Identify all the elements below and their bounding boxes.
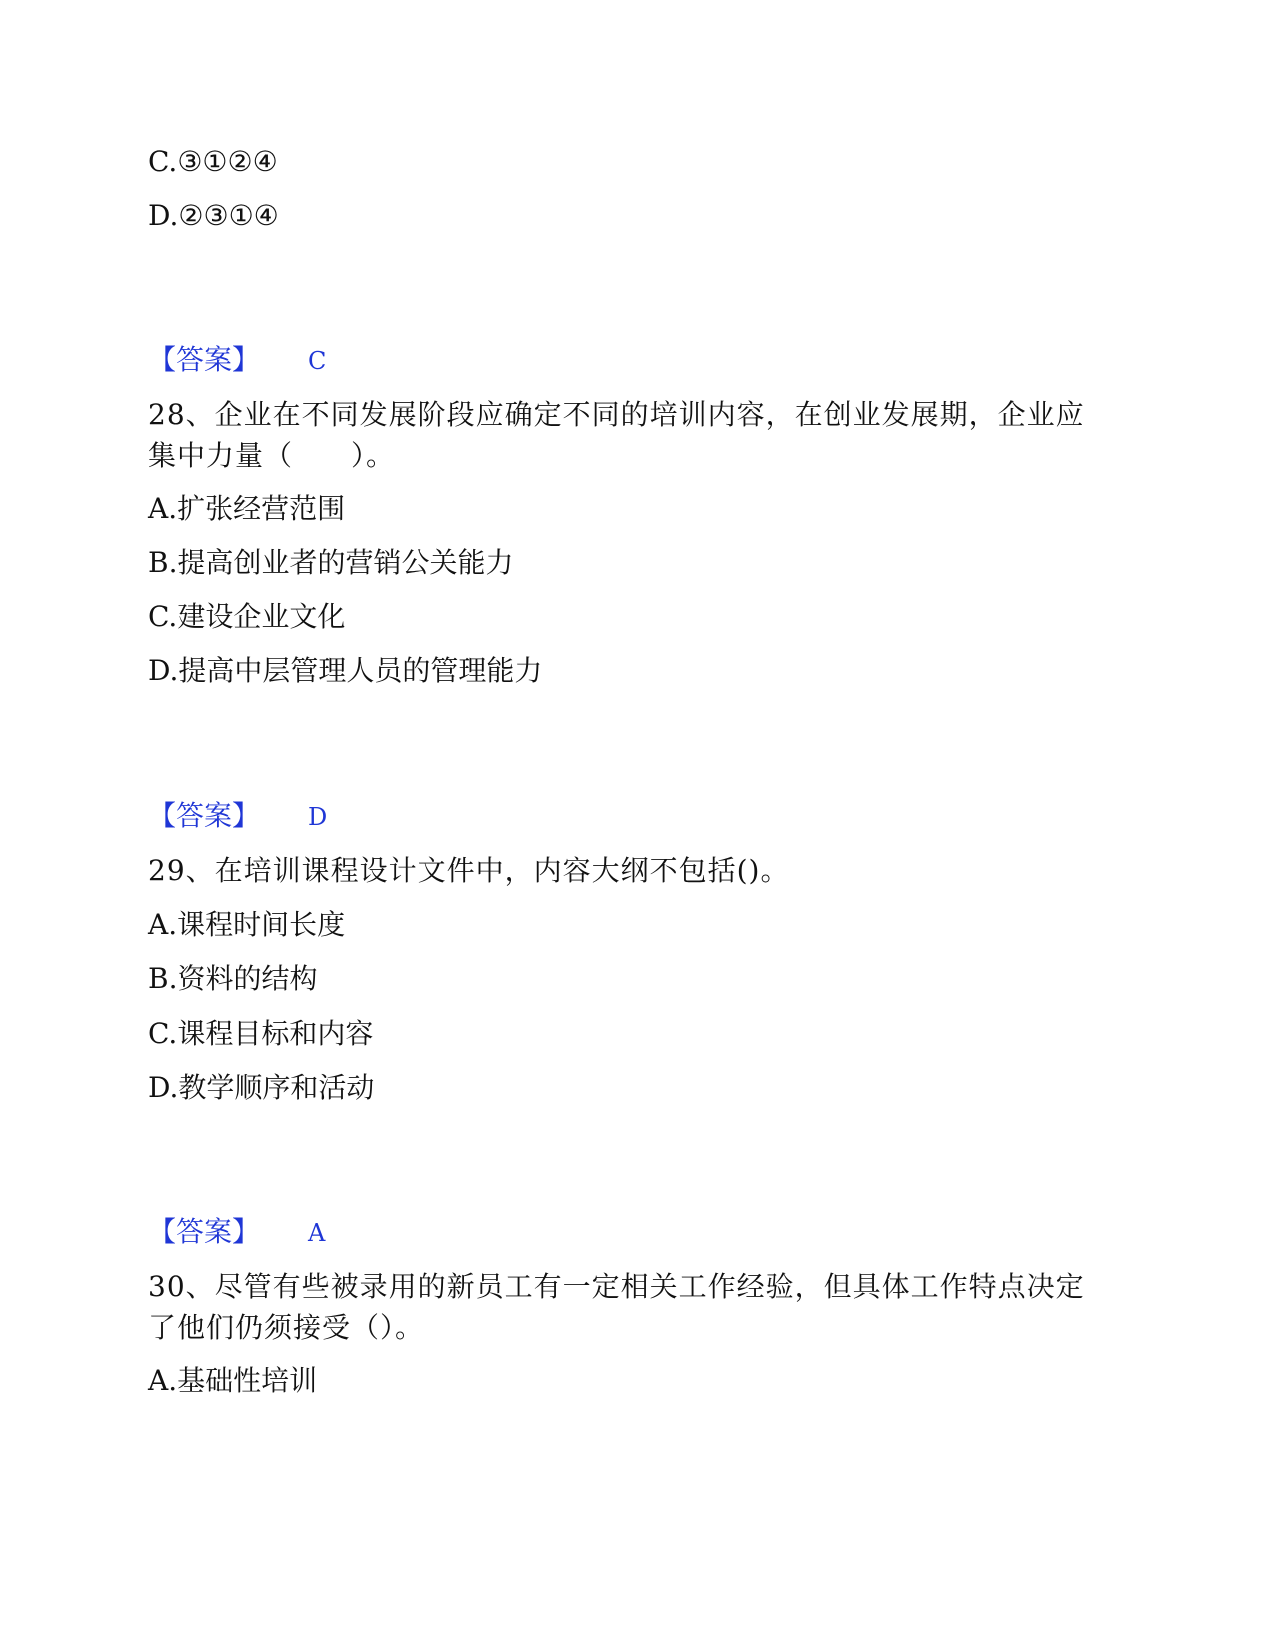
q29-option-a xyxy=(148,905,345,945)
answer-value: A xyxy=(308,1219,326,1247)
option-letter: D. xyxy=(148,654,179,687)
option-letter: D. xyxy=(148,1071,179,1104)
q28-option-d xyxy=(148,651,542,691)
answer-value: C xyxy=(308,347,327,375)
option-letter: B. xyxy=(148,962,178,995)
option-text: 教学顺序和活动 xyxy=(178,1071,375,1104)
answer-tag: 【答案】 xyxy=(148,799,261,832)
option-text: ③①②④ xyxy=(177,145,278,178)
q29-option-d xyxy=(148,1068,374,1108)
option-text: 建设企业文化 xyxy=(177,600,346,633)
answer-value: D xyxy=(308,803,328,831)
answer-tag: 【答案】 xyxy=(148,343,261,376)
q29-option-c xyxy=(148,1014,373,1054)
q28-option-a xyxy=(148,489,345,529)
option-text: 扩张经营范围 xyxy=(177,492,346,525)
option-text: 提高中层管理人员的管理能力 xyxy=(178,654,543,687)
option-letter: C. xyxy=(148,600,178,633)
option-text: ②③①④ xyxy=(178,199,279,232)
answer-tag: 【答案】 xyxy=(148,1215,261,1248)
option-text: 提高创业者的营销公关能力 xyxy=(177,546,514,579)
option-text: 课程目标和内容 xyxy=(177,1017,374,1050)
q29-stem: 29、在培训课程设计文件中，内容大纲不包括()。 xyxy=(148,854,790,887)
q28-option-c xyxy=(148,597,345,637)
option-text: 基础性培训 xyxy=(177,1364,318,1397)
q27-option-d xyxy=(148,196,279,236)
q28-option-b xyxy=(148,543,514,583)
q27-option-c xyxy=(148,142,278,182)
q28-stem: 28、企业在不同发展阶段应确定不同的培训内容，在创业发展期，企业应集中力量（ ）。 xyxy=(148,398,1085,472)
option-letter: C. xyxy=(148,145,178,178)
option-letter: D. xyxy=(148,199,179,232)
q29-answer xyxy=(148,1212,325,1253)
option-text: 资料的结构 xyxy=(177,962,318,995)
option-text: 课程时间长度 xyxy=(177,908,346,941)
q30-stem: 30、尽管有些被录用的新员工有一定相关工作经验，但具体工作特点决定了他们仍须接受（）。 xyxy=(148,1270,1085,1344)
q27-answer xyxy=(148,340,326,381)
q28-answer xyxy=(148,796,327,837)
option-letter: B. xyxy=(148,546,178,579)
option-letter: A. xyxy=(148,1364,178,1397)
option-letter: A. xyxy=(148,908,178,941)
option-letter: A. xyxy=(148,492,178,525)
option-letter: C. xyxy=(148,1017,178,1050)
q29-option-b xyxy=(148,959,318,999)
q30-option-a xyxy=(148,1361,317,1401)
